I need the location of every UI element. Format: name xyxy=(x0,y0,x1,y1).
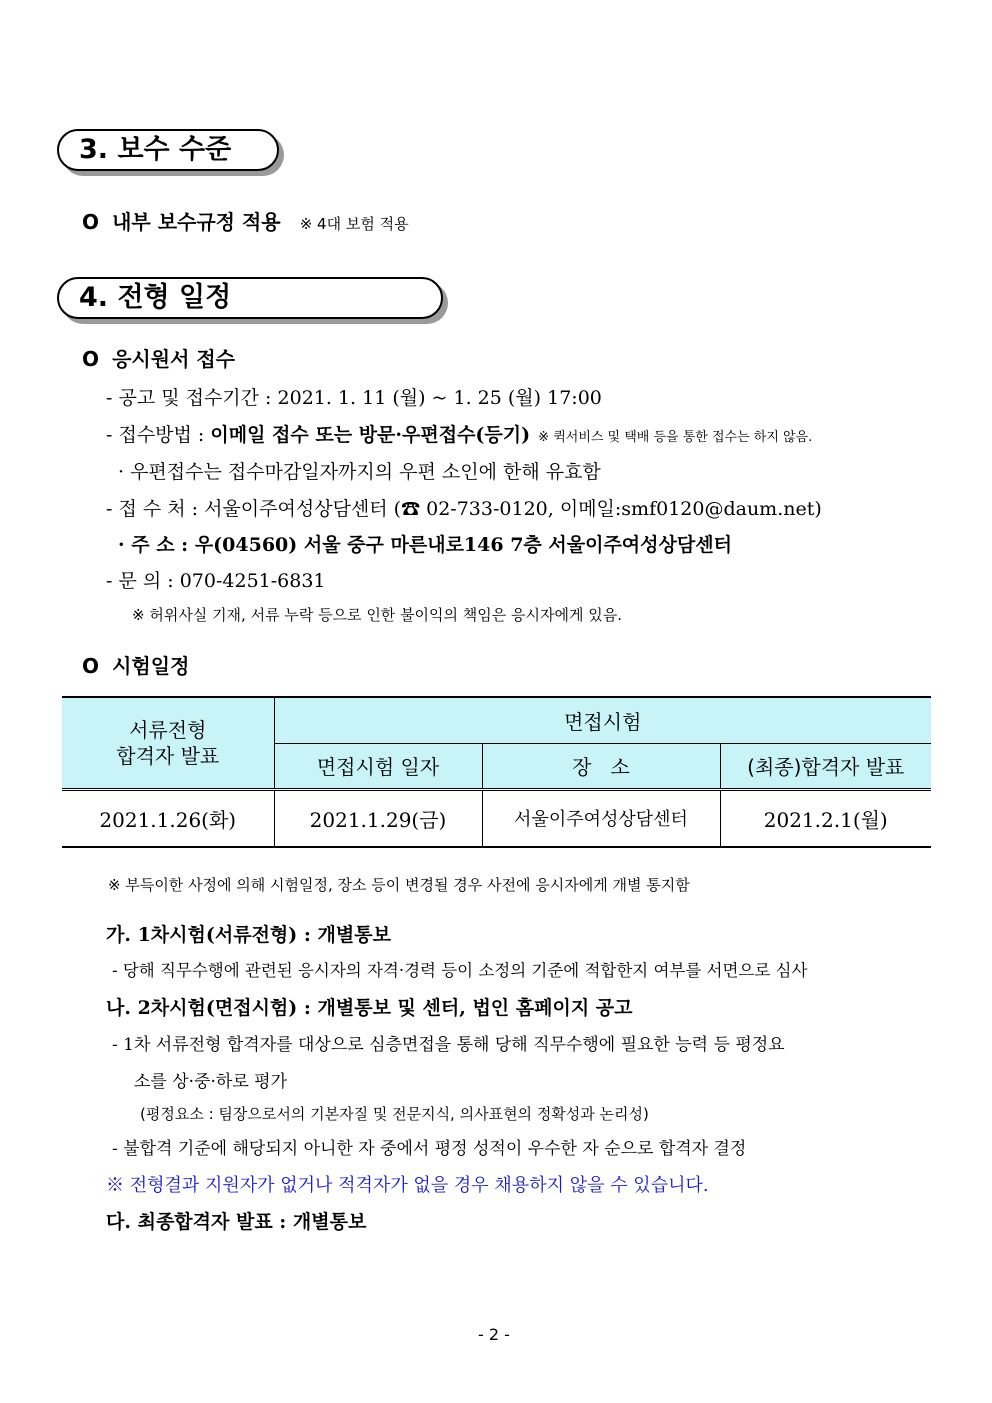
header-final-announcement: (최종)합격자 발표 xyxy=(720,743,931,789)
address-label: · 주 소 : xyxy=(118,534,189,556)
step1-desc: - 당해 직무수행에 관련된 응시자의 자격·경력 등이 소정의 기준에 적합한지 여부를 서면으로 심사 xyxy=(112,961,808,980)
method-label: - 접수방법 : xyxy=(106,424,205,446)
section3-note: ※ 4대 보험 적용 xyxy=(299,215,409,233)
step2-title: 나. 2차시험(면접시험) : 개별통보 및 센터, 법인 홈페이지 공고 xyxy=(106,997,633,1019)
header-col1-line1: 서류전형 xyxy=(129,717,207,742)
application-address xyxy=(118,530,732,557)
method-value: 이메일 접수 또는 방문·우편접수(등기) xyxy=(210,424,531,446)
section3-heading-text: 3. 보수 수준 xyxy=(79,134,232,165)
address-value: 우(04560) 서울 중구 마른내로146 7층 서울이주여성상담센터 xyxy=(194,534,732,556)
application-title-row xyxy=(82,343,235,372)
application-warning: ※ 허위사실 기재, 서류 누락 등으로 인한 불이익의 책임은 응시자에게 있음. xyxy=(132,606,622,624)
application-period xyxy=(106,383,602,410)
section3-heading xyxy=(57,129,279,171)
section4-heading xyxy=(57,277,443,319)
header-col1-line2: 합격자 발표 xyxy=(116,743,220,768)
step2-desc-line2: 소를 상·중·하로 평가 xyxy=(134,1072,287,1092)
schedule-table xyxy=(62,696,931,848)
cell-interview-date: 2021.1.29(금) xyxy=(274,789,482,847)
step3-title: 다. 최종합격자 발표 : 개별통보 xyxy=(106,1211,367,1233)
header-location: 장 소 xyxy=(482,743,720,789)
header-document-screening xyxy=(62,697,274,789)
schedule-change-note: ※ 부득이한 사정에 의해 시험일정, 장소 등이 변경될 경우 사전에 응시자에게 개별 통지함 xyxy=(108,876,690,894)
section4-heading-text: 4. 전형 일정 xyxy=(79,282,232,313)
cell-final-date: 2021.2.1(월) xyxy=(720,789,931,847)
table-header-row xyxy=(62,697,931,743)
inquiry-label: - 문 의 : xyxy=(106,570,174,592)
application-title: 응시원서 접수 xyxy=(112,347,235,371)
bullet-circle: O xyxy=(82,210,100,234)
period-value: 2021. 1. 11 (월) ~ 1. 25 (월) 17:00 xyxy=(277,387,602,409)
cell-document-result-date: 2021.1.26(화) xyxy=(62,789,274,847)
step1-title: 가. 1차시험(서류전형) : 개별통보 xyxy=(106,924,391,946)
application-inquiry xyxy=(106,566,326,593)
section3-item: 내부 보수규정 적용 xyxy=(112,210,281,234)
bullet-circle: O xyxy=(82,654,100,678)
application-method xyxy=(106,420,812,447)
section3-item-row xyxy=(82,206,409,235)
postal-note: · 우편접수는 접수마감일자까지의 우편 소인에 한해 유효함 xyxy=(118,461,601,483)
schedule-title-row xyxy=(82,650,189,679)
inquiry-value: 070-4251-6831 xyxy=(179,570,326,592)
header-interview-group: 면접시험 xyxy=(274,697,931,743)
office-label: - 접 수 처 : xyxy=(106,498,199,520)
bullet-circle: O xyxy=(82,347,100,371)
period-label: - 공고 및 접수기간 : xyxy=(106,387,272,409)
page-number: - 2 - xyxy=(478,1325,510,1344)
cell-location: 서울이주여성상담센터 xyxy=(482,789,720,847)
application-office xyxy=(106,494,822,521)
header-interview-date: 면접시험 일자 xyxy=(274,743,482,789)
method-note: ※ 퀵서비스 및 택배 등을 통한 접수는 하지 않음. xyxy=(538,430,813,445)
office-value: 서울이주여성상담센터 (☎ 02-733-0120, 이메일:smf0120@daum.net) xyxy=(204,498,822,520)
notice-no-hire: ※ 전형결과 지원자가 없거나 적격자가 없을 경우 채용하지 않을 수 있습니다. xyxy=(106,1175,709,1196)
step2-criteria: (평정요소 : 팀장으로서의 기본자질 및 전문지식, 의사표현의 정확성과 논리성) xyxy=(140,1105,649,1123)
step2-desc-line1: - 1차 서류전형 합격자를 대상으로 심층면접을 통해 당해 직무수행에 필요한 능력 등 평정요 xyxy=(112,1035,785,1055)
step2-fail-criteria: - 불합격 기준에 해당되지 아니한 자 중에서 평정 성적이 우수한 자 순으로 합격자 결정 xyxy=(112,1139,747,1159)
table-row xyxy=(62,789,931,847)
schedule-title: 시험일정 xyxy=(112,654,190,678)
